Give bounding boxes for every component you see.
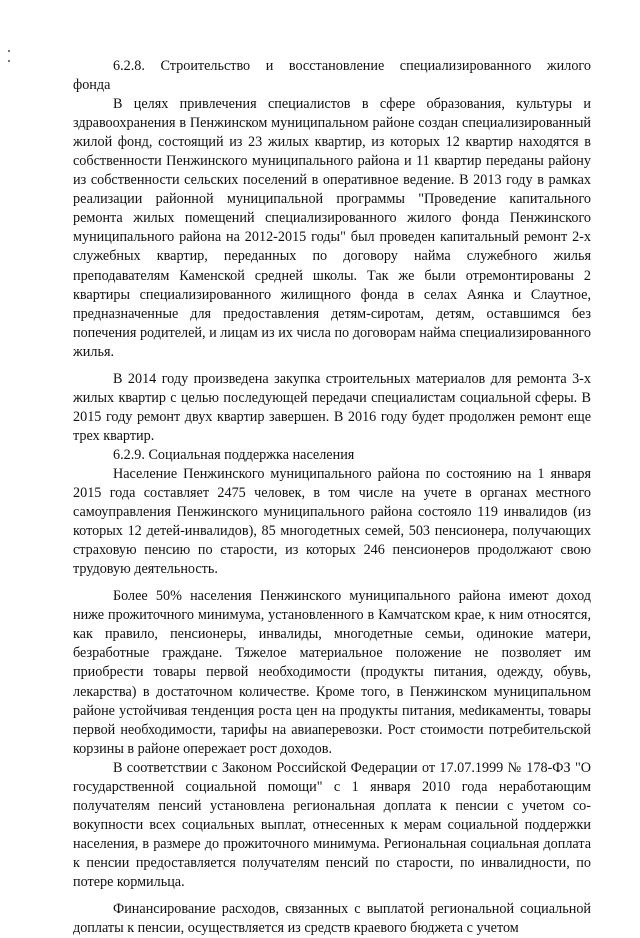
section-629-paragraph-2: Более 50% населения Пенжинского муниципального района имеют доход ниже прожиточного минимума, установленного в Камчатском крае, к ним относятся, как правило, пенсионеры, инвалиды, многодетные семьи, одинокие матери, безработные граждане. Тяжелое материальное положение не позволяет им приобрести товары первой необходимости (продукты питания, одежду, обувь, лекарства) в достаточном количестве. Кроме того, в Пенжинском муниципальном районе устойчивая тенденция роста цен на продукты питания, меdикаменты, товары первой необходимости, тарифы на авиаперевозки. Рост стоимости потребительской корзины в районе опережает рост доходов. (73, 588, 591, 757)
scan-edge-mark (8, 50, 10, 52)
section-628-paragraph-1: В целях привлечения специалистов в сфере образования, культуры и здравоохранения в Пенжинском муниципальном районе создан специализированный жилой фонд, состоящий из 23 жилых квартир, из которых 12 квартир находятся в собственности Пенжинского муниципального района и 11 квартир переданы району из собственности сельских поселений в оперативное ведение. В 2013 году в рамках реализации районной муниципальной программы "Проведение капитального ремонта жилых помещений специализированного жилого фонда Пенжинского муниципального района на 2012-2015 годы" был проведен капитальный ремонт 2-х служебных квартир, переданных по договору найма служебного жилья преподавателям Каменской средней школы. Так же были отремонтированы 2 квартиры специализированного жилищного фонда в селах Аянка и Слаутное, предназначенные для предоставления детям-сиротам, детям, оставшимся без попечения родителей, и лицам из их числа по договорам найма специализированного жилья. (73, 96, 591, 360)
section-629-heading: 6.2.9. Социальная поддержка населения (113, 446, 355, 463)
section-628-heading: 6.2.8. Строительство и восстановление специализированного жилого (113, 58, 591, 74)
section-628-paragraph-2: В 2014 году произведена закупка строительных материалов для ремонта 3-х жилых квартир с целью последующей передачи специалистам социальной сферы. В 2015 году ремонт двух квартир завершен. В 2016 году будет продолжен ремонт еще трех квартир. (73, 370, 591, 444)
section-629-paragraph-1: Население Пенжинского муниципального района по состоянию на 1 января 2015 года составляет 2475 человек, в том числе на учете в органах местного самоуправления Пенжинского муниципального района состояло 119 инвалидов (из которых 12 детей-инвалидов), 85 многодетных семей, 503 пенсионера, получающих страховую пенсию по старости, из которых 246 пенсионеров продолжают свою трудовую деятельность. (73, 465, 591, 578)
document-body (73, 57, 591, 938)
scan-edge-mark (8, 60, 10, 62)
section-629-paragraph-3: В соответствии с Законом Российской Федерации от 17.07.1999 № 178-ФЗ "О государственной социальной помощи" с 1 января 2010 года неработающим получателям пенсий установлена региональная доплата к пенсии с учетом совокупности всех социальных выплат, отнесенных к мерам социальной поддержки населения, в размере до прожиточного минимума. Региональная социальная доплата к пенсии предоставляется получателям пенсий по старости, по инвалидности, по потере кормильца. (73, 759, 591, 890)
section-628-heading-continued: фонда (73, 77, 111, 94)
section-629-paragraph-4: Финансирование расходов, связанных с выплатой региональной социальной доплаты к пенсии, осуществляется из средств краевого бюджета с учетом (73, 901, 591, 937)
